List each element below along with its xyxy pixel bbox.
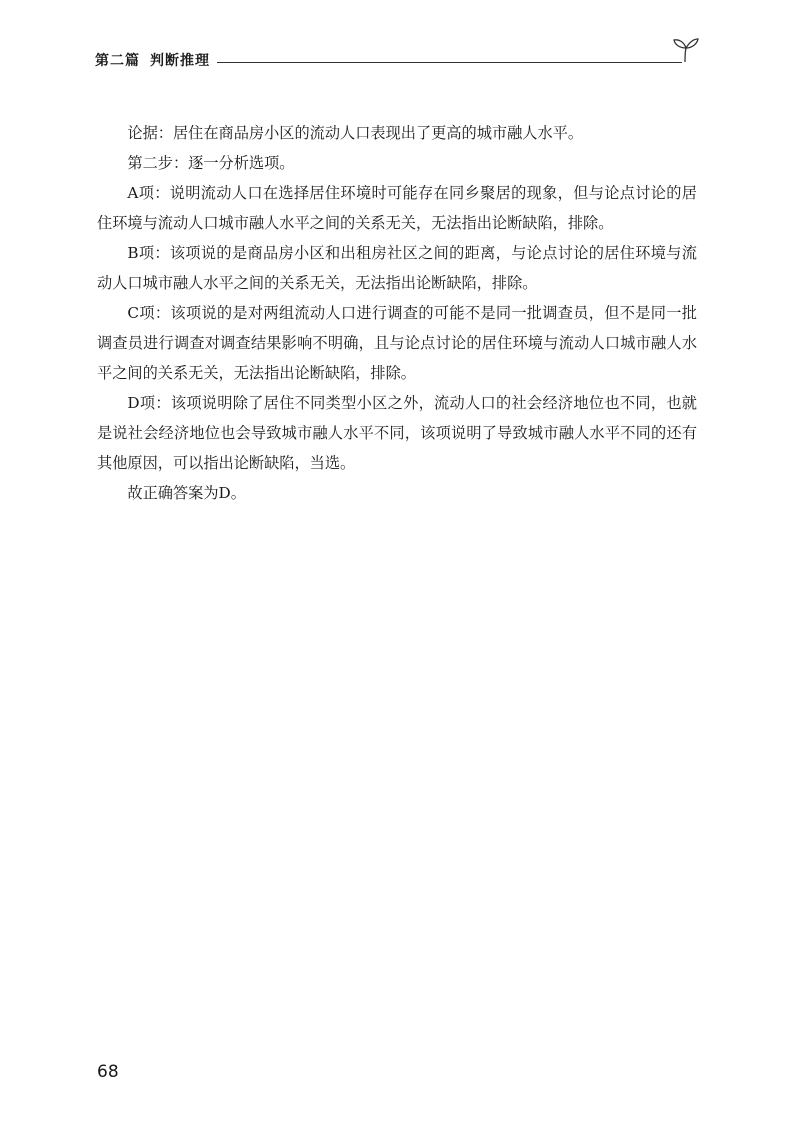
paragraph-step-two: 第二步：逐一分析选项。 <box>127 154 295 172</box>
page-header <box>95 46 700 76</box>
paragraph-option-b: B项：该项说的是商品房小区和出租房社区之间的距离，与论点讨论的居住环境与流动人口城市融人水平之间的关系无关，无法指出论断缺陷，排除。 <box>97 244 697 292</box>
paragraph-option-c: C项：该项说的是对两组流动人口进行调查的可能不是同一批调查员，但不是同一批调查员进行调查对调查结果影响不明确，且与论点讨论的居住环境与流动人口城市融人水平之间的关系无关，无法指出论断缺陷，排除。 <box>97 304 697 382</box>
header-title <box>95 50 210 70</box>
header-part: 第二篇 <box>95 53 140 69</box>
paragraph-option-a: A项：说明流动人口在选择居住环境时可能存在同乡聚居的现象，但与论点讨论的居住环境与流动人口城市融人水平之间的关系无关，无法指出论断缺陷，排除。 <box>97 184 697 232</box>
header-section: 判断推理 <box>150 53 210 69</box>
body-text <box>97 118 697 508</box>
paragraph-answer: 故正确答案为D。 <box>127 484 246 502</box>
header-rule <box>217 62 682 63</box>
paragraph-option-d: D项：该项说明除了居住不同类型小区之外，流动人口的社会经济地位也不同，也就是说社会经济地位也会导致城市融人水平不同，该项说明了导致城市融人水平不同的还有其他原因，可以指出论断缺陷，当选。 <box>97 394 697 472</box>
paragraph-argument: 论据：居住在商品房小区的流动人口表现出了更高的城市融人水平。 <box>127 124 584 142</box>
page-number: 68 <box>97 1062 119 1082</box>
sprout-icon <box>670 34 700 64</box>
